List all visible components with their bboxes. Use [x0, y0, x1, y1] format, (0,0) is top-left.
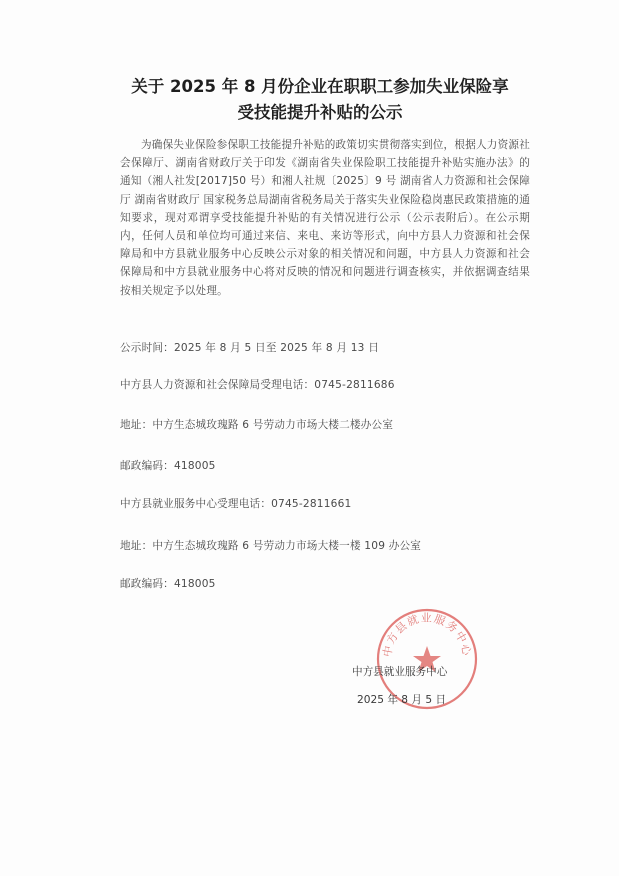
- title-line-2: 受技能提升补贴的公示: [237, 103, 403, 122]
- document-title: [100, 74, 540, 126]
- center-postcode: 邮政编码：418005: [120, 578, 216, 590]
- notice-period: 公示时间：2025 年 8 月 5 日至 2025 年 8 月 13 日: [120, 342, 379, 354]
- hrss-postcode: 邮政编码：418005: [120, 460, 216, 472]
- center-address: 地址：中方生态城玫瑰路 6 号劳动力市场大楼一楼 109 办公室: [120, 540, 422, 552]
- signature-org: 中方县就业服务中心: [352, 666, 448, 678]
- title-line-1: 关于 2025 年 8 月份企业在职职工参加失业保险享: [131, 77, 509, 96]
- body-paragraph: 为确保失业保险参保职工技能提升补贴的政策切实贯彻落实到位，根据人力资源社会保障厅、湖南省财政厅关于印发《湖南省失业保险职工技能提升补贴实施办法》的通知（湘人社发[2017]50 号）和湘人社规〔2025〕9 号 湖南省人力资源和社会保障厅 湖南省财政厅 国家税务总局湖南省税务局关于落实失业保险稳岗惠民政策措施的通知要求，现对邓谓享受技能提升补贴的有关情况进行公示（公示表附后）。在公示期内，任何人员和单位均可通过来信、来电、来访等形式，向中方县人力资源和社会保障局和中方县就业服务中心反映公示对象的相关情况和问题，中方县人力资源和社会保障局和中方县就业服务中心将对反映的情况和问题进行调查核实，并依据调查结果按相关规定予以处理。: [120, 139, 530, 297]
- hrss-address: 地址：中方生态城玫瑰路 6 号劳动力市场大楼二楼办公室: [120, 419, 394, 431]
- seal-text: 中方县就业服务中心: [380, 611, 474, 658]
- center-phone: 中方县就业服务中心受理电话：0745-2811661: [120, 498, 352, 510]
- signature-date: 2025 年 8 月 5 日: [357, 694, 447, 706]
- hrss-phone: 中方县人力资源和社会保障局受理电话：0745-2811686: [120, 379, 395, 391]
